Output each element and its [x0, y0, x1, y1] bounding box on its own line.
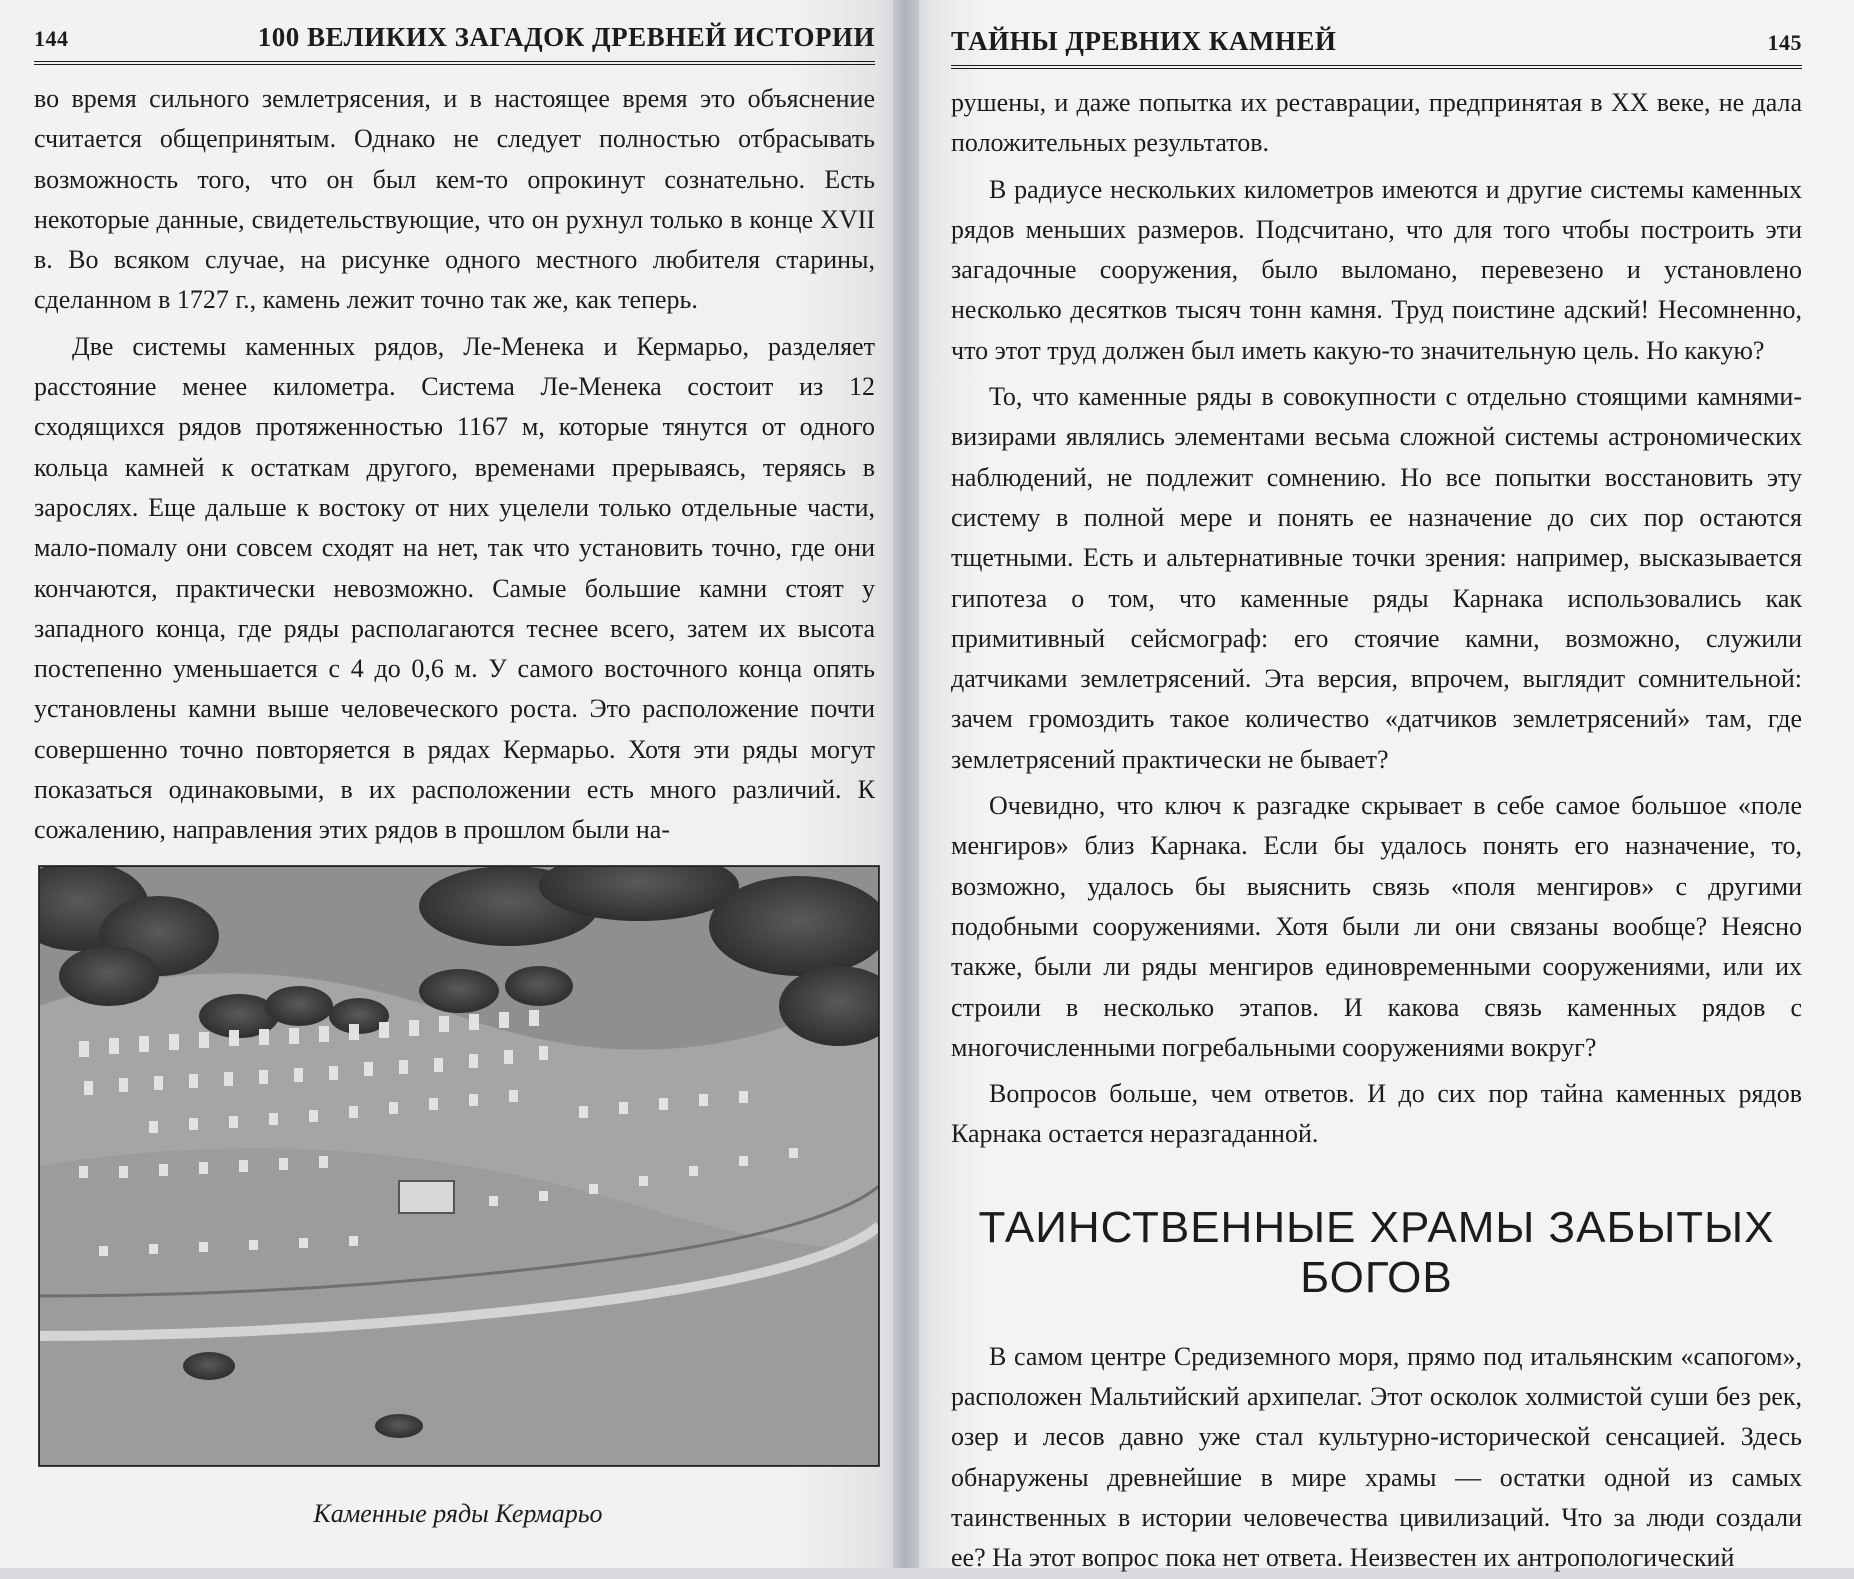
figure-caption: Каменные ряды Кермарьо — [313, 1498, 603, 1528]
right-page-header — [951, 26, 1802, 69]
left-page — [0, 0, 905, 1568]
page-number: 145 — [1767, 30, 1802, 55]
running-head: 100 ВЕЛИКИХ ЗАГАДОК ДРЕВНЕЙ ИСТОРИИ — [257, 22, 875, 52]
paragraph: Вопросов больше, чем ответов. И до сих пор тайна каменных рядов Карнака остается неразгаданной. — [951, 1079, 1802, 1149]
right-page-body — [951, 83, 1802, 1579]
book-gutter — [893, 0, 919, 1568]
running-head: ТАЙНЫ ДРЕВНИХ КАМНЕЙ — [951, 26, 1337, 56]
left-page-header — [34, 22, 875, 65]
paragraph: То, что каменные ряды в совокупности с отдельно стоящими камнями-визирами являлись элементами весьма сложной системы астрономических наблюдений, не подлежит сомнению. Но все попытки восстановить эту систему в полной мере и понять ее назначение до сих пор остаются тщетными. Есть и альтернативные точки зрения: например, высказывается гипотеза о том, что каменные ряды Карнака использовались как примитивный сейсмограф: его стоячие камни, возможно, служили датчиками землетрясений. Эта версия, впрочем, выглядит сомнительной: зачем громоздить такое количество «датчиков землетрясений» там, где землетрясений практически не бывает? — [951, 382, 1802, 774]
paragraph: во время сильного землетрясения, и в настоящее время это объяснение считается общепринятым. Однако не следует полностью отбрасывать возможность того, что он был кем-то опрокинут сознательно. Есть некоторые данные, свидетельствующие, что он рухнул только в конце XVII в. Во всяком случае, на рисунке одного местного любителя старины, сделанном в 1727 г., камень лежит точно так же, как теперь. — [34, 84, 875, 315]
paragraph: рушены, и даже попытка их реставрации, предпринятая в XX веке, не дала положительных результатов. — [951, 88, 1802, 158]
page-number: 144 — [34, 26, 69, 51]
paragraph: В радиусе нескольких километров имеются и другие системы каменных рядов меньших размеров. Подсчитано, что для того чтобы построить эти загадочные сооружения, было выломано, перевезено и установлено несколько десятков тысяч тонн камня. Труд поистине адский! Несомненно, что этот труд должен был иметь какую-то значительную цель. Но какую? — [951, 174, 1802, 365]
paragraph: Две системы каменных рядов, Ле-Менека и Кермарьо, разделяет расстояние менее километра. Система Ле-Менека состоит из 12 сходящихся рядов протяженностью 1167 м, которые тянутся от одного кольца камней к остаткам другого, временами прерываясь, теряясь в зарослях. Еще дальше к востоку от них уцелели только отдельные части, мало-помалу они совсем сходят на нет, так что установить точно, где они кончаются, практически невозможно. Самые большие камни стоят у западного конца, где ряды располагаются теснее всего, затем их высота постепенно уменьшается с 4 до 0,6 м. У самого восточного конца опять установлены камни выше человеческого роста. Это расположение почти совершенно точно повторяется в рядах Кермарьо. Хотя эти ряды могут показаться одинаковыми, в их расположении есть много различий. К сожалению, направления этих рядов в прошлом были на- — [34, 331, 875, 845]
aerial-photo-stone-rows — [38, 865, 880, 1467]
section-title: ТАИНСТВЕННЫЕ ХРАМЫ ЗАБЫТЫХ БОГОВ — [978, 1202, 1775, 1302]
figure — [38, 865, 878, 1529]
paragraph: Очевидно, что ключ к разгадке скрывает в себе самое большое «поле менгиров» близ Карнака. Если бы удалось понять его назначение, то, возможно, удалось бы выяснить связь «поля менгиров» с другими подобными сооружениями. Хотя были ли они связаны вообще? Неясно также, были ли ряды менгиров единовременными сооружениями, или их строили в несколько этапов. И какова связь каменных рядов с многочисленными погребальными сооружениями вокруг? — [951, 791, 1802, 1062]
paragraph: В самом центре Средиземного моря, прямо под итальянским «сапогом», расположен Мальтийский архипелаг. Этот осколок холмистой суши без рек, озер и лесов давно уже стал культурно-исторической сенсацией. Здесь обнаружены древнейшие в мире храмы — остатки одной из самых таинственных в истории человечества цивилизаций. Что за люди создали ее? На этот вопрос пока нет ответа. Неизвестен их антропологический — [951, 1341, 1802, 1573]
left-page-body — [34, 79, 875, 851]
right-page — [905, 0, 1854, 1573]
